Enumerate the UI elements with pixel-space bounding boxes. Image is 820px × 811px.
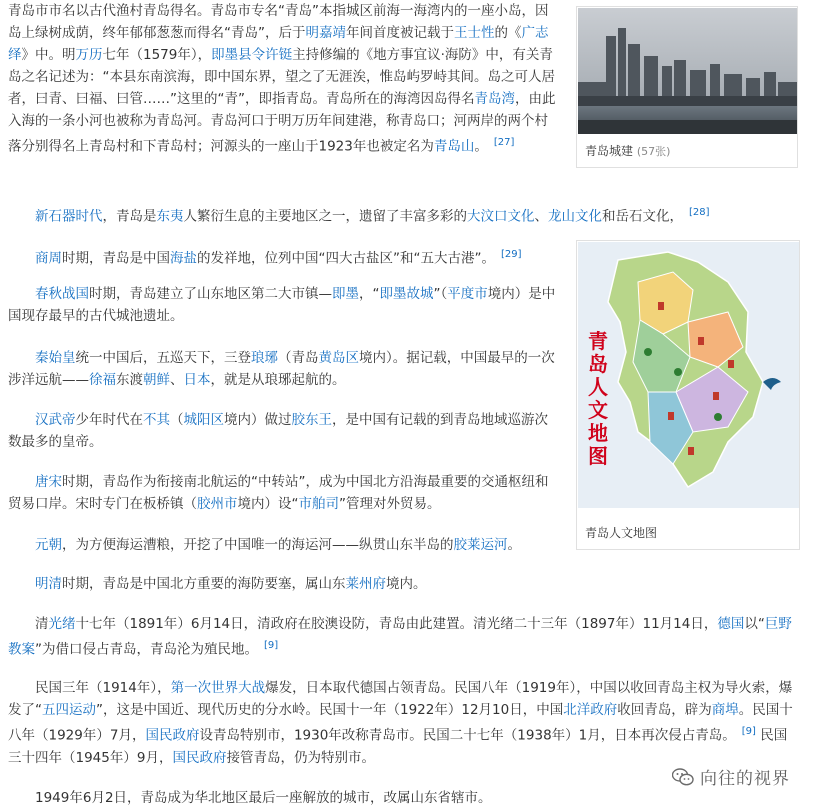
wiki-link[interactable]: 巨野教案 (8, 616, 792, 658)
citation-ref[interactable]: [29] (500, 249, 522, 260)
wiki-link[interactable]: 元朝 (35, 537, 62, 553)
text-run: ，就是从琅琊起航的。 (210, 372, 346, 388)
wiki-link[interactable]: 明嘉靖 (305, 25, 346, 41)
text-run: 的发祥地，位列中国“四大古盐区”和“五大古港”。 (197, 250, 495, 267)
wiki-link[interactable]: 龙山文化 (548, 208, 602, 225)
wiki-link[interactable]: 五四运动 (42, 702, 96, 718)
figure-map-caption (585, 524, 657, 541)
paragraph-qin (8, 347, 558, 391)
text-run: 年间首度被记载于 (346, 25, 454, 41)
text-run: 少年时代在 (75, 412, 143, 428)
paragraph-1949 (8, 787, 798, 809)
wiki-link[interactable]: 即墨县令许铤 (211, 47, 293, 63)
wiki-link[interactable]: 大汶口文化 (467, 208, 535, 225)
text-run: 时期，青岛是中国北方重要的海防要塞，属山东 (62, 576, 346, 592)
text-run: 民国三十四年（1945年）9月， (8, 727, 788, 766)
text-run: 境内。 (386, 576, 427, 592)
wiki-link[interactable]: 商周 (35, 250, 62, 267)
wiki-link[interactable]: 新石器时代 (35, 208, 103, 225)
text-run: 境内）是中国现存最早的古代城池遗址。 (8, 286, 556, 324)
text-run: 十七年（1891年）6月14日，清政府在胶澳设防，青岛由此建置。清光绪二十三年（1897年）11月14日， (75, 616, 718, 632)
text-run: 时期，青岛建立了山东地区第二大市镇— (89, 286, 332, 302)
text-run: 爆发，日本取代德国占领青岛。民国八年（1919年），中国以收回青岛主权为导火索，爆发了“ (8, 680, 793, 718)
text-run: 接管青岛，仍为特别市。 (226, 749, 375, 766)
wiki-link[interactable]: 胶莱运河 (453, 537, 508, 553)
wiki-link[interactable]: 海盐 (170, 250, 197, 267)
wiki-link[interactable]: 胶州市 (197, 496, 238, 512)
wiki-link[interactable]: 秦始皇 (35, 350, 76, 366)
wiki-link[interactable]: 汉武帝 (35, 412, 76, 428)
wiki-link[interactable]: 第一次世界大战 (170, 680, 266, 696)
citation-ref[interactable]: [27] (493, 137, 515, 148)
citation-ref[interactable]: [9] (741, 726, 756, 737)
text-run: ”（ (433, 286, 448, 302)
city-skyline-photo[interactable] (578, 8, 797, 134)
text-run: 时期，青岛作为衔接南北航运的“中转站”，成为中国北方沿海最重要的交通枢纽和贸易口岸。宋时专门在板桥镇（ (8, 474, 549, 512)
wiki-link[interactable]: 广志绎 (8, 25, 549, 63)
map-title: 青岛人文地图 (588, 329, 608, 468)
text-run: 1949年6月2日，青岛成为华北地区最后一座解放的城市，改属山东省辖市。 (35, 790, 492, 806)
text-run: 、 (534, 208, 548, 225)
watermark-text: 向往的视界 (700, 769, 790, 789)
text-run: 时期，青岛是中国 (62, 250, 170, 267)
text-run: 东渡 (116, 372, 143, 388)
text-run: 。 (474, 138, 488, 155)
wiki-link[interactable]: 光绪 (48, 616, 76, 632)
wiki-link[interactable]: 德国 (717, 616, 745, 632)
wiki-link[interactable]: 国民政府 (172, 749, 227, 766)
wiki-link[interactable]: 北洋政府 (563, 702, 618, 718)
text-run: 统一中国后，五巡天下，三登 (75, 350, 251, 366)
wiki-link[interactable]: 青岛山 (433, 138, 475, 155)
text-run: 境内）做过 (224, 412, 292, 428)
wiki-link[interactable]: 春秋战国 (35, 286, 89, 302)
paragraph-shang-zhou (8, 244, 558, 270)
text-run: 设青岛特别市，1930年改称青岛市。民国二十七年（1938年）1月，日本再次侵占青岛。 (199, 727, 736, 744)
wiki-link[interactable]: 国民政府 (145, 727, 200, 744)
paragraph-republic (8, 677, 798, 769)
figure-city-caption (585, 142, 670, 159)
wiki-link[interactable]: 朝鲜 (143, 372, 170, 388)
text-run: 青岛市市名以古代渔村青岛得名。青岛市专名“青岛”本指城区前海一海湾内的一座小岛，因岛上绿树成荫，终年郁郁葱葱而得名“青岛”，后于 (8, 3, 549, 41)
paragraph-han (8, 409, 558, 453)
text-run: 七年（1579年）， (102, 47, 212, 63)
paragraph-yuan (8, 534, 558, 556)
text-run: 境内）。据记载，中国最早的一次涉洋远航—— (8, 350, 555, 388)
caption-text: 青岛人文地图 (585, 526, 658, 540)
text-run: ”管理对外贸易。 (339, 496, 441, 512)
wiki-link[interactable]: 王士性 (454, 25, 495, 41)
text-run: 主持修编的《地方事宜议·海防》中，有关青岛之名记述为：“本县东南滨海，即中国东界，望之了无涯涘，惟岛屿罗峙其间。岛之可人居者，曰青、曰福、曰管……”这里的“青”，即指青岛。青岛所在的海湾因岛得名 (8, 47, 555, 107)
wiki-link[interactable]: 胶东王 (291, 412, 332, 428)
text-run: 境内）设“ (237, 496, 299, 512)
wiki-link[interactable]: 万历 (75, 47, 103, 63)
text-run: 和岳石文化， (602, 208, 683, 225)
watermark (672, 764, 790, 789)
citation-ref[interactable]: [28] (689, 207, 710, 218)
image-count: (57张) (636, 145, 671, 158)
figure-map[interactable] (576, 240, 800, 550)
wiki-link[interactable]: 明清 (35, 576, 62, 592)
text-run: ”为借口侵占青岛，青岛沦为殖民地。 (35, 641, 258, 658)
text-run: ，是中国有记载的到青岛地域巡游次数最多的皇帝。 (8, 412, 548, 450)
wiki-link[interactable]: 莱州府 (345, 576, 386, 592)
wiki-link[interactable]: 即墨故城 (379, 286, 434, 302)
text-run: ，青岛是 (102, 208, 157, 225)
text-run: 。民国十八年（1929年）7月， (8, 702, 793, 744)
paragraph-spring-autumn (8, 283, 558, 327)
text-run: 、 (170, 372, 184, 388)
text-run: 收回青岛，辟为 (617, 702, 712, 718)
wiki-link[interactable]: 青岛湾 (474, 91, 515, 107)
text-run: ，由此入海的一条小河也被称为青岛河。青岛河口于明万历年间建港，称青岛口；河两岸的两个村落分别得名上青岛村和下青岛村；河源头的一座山于1923年也被定名为 (8, 91, 556, 155)
wiki-link[interactable]: 城阳区 (183, 412, 224, 428)
paragraph-name-origin (8, 0, 558, 158)
text-run: ，“ (359, 286, 380, 302)
text-run: 民国三年（1914年）， (35, 680, 171, 696)
text-run: ”，这是中国近、现代历史的分水岭。民国十一年（1922年）12月10日，中国 (96, 702, 564, 718)
text-run: 》中。明 (21, 47, 76, 63)
text-run: 清 (35, 616, 49, 632)
wiki-link[interactable]: 日本 (183, 372, 211, 388)
wiki-link[interactable]: 市舶司 (298, 496, 339, 512)
caption-text: 青岛城建 (585, 144, 634, 158)
text-run: 以“ (744, 616, 765, 632)
wiki-link[interactable]: 即墨 (332, 286, 359, 302)
wiki-link[interactable]: 商埠 (711, 702, 739, 718)
citation-ref[interactable]: [9] (264, 640, 279, 651)
wiki-link[interactable]: 徐福 (89, 372, 116, 388)
wiki-link[interactable]: 平度市 (447, 286, 488, 302)
text-run: （ (170, 412, 184, 428)
paragraph-ming-qing (8, 573, 788, 595)
text-run: 。 (507, 537, 521, 553)
wiki-link[interactable]: 黄岛区 (318, 350, 359, 366)
figure-city[interactable] (576, 6, 798, 168)
wiki-link[interactable]: 东夷 (156, 208, 184, 225)
wiki-link[interactable]: 琅琊 (251, 350, 278, 366)
culture-map-image[interactable] (578, 242, 799, 508)
paragraph-neolithic (8, 202, 738, 228)
text-run: ，为方便海运漕粮，开挖了中国唯一的海运河——纵贯山东半岛的 (62, 537, 454, 553)
paragraph-tang-song (8, 471, 558, 515)
paragraph-guangxu (8, 613, 798, 661)
wiki-link[interactable]: 唐宋 (35, 474, 62, 490)
text-run: 的《 (494, 25, 522, 41)
text-run: 人繁衍生息的主要地区之一，遗留了丰富多彩的 (183, 208, 467, 225)
wiki-link[interactable]: 不其 (143, 412, 170, 428)
wechat-icon (672, 767, 694, 787)
text-run: （青岛 (278, 350, 319, 366)
